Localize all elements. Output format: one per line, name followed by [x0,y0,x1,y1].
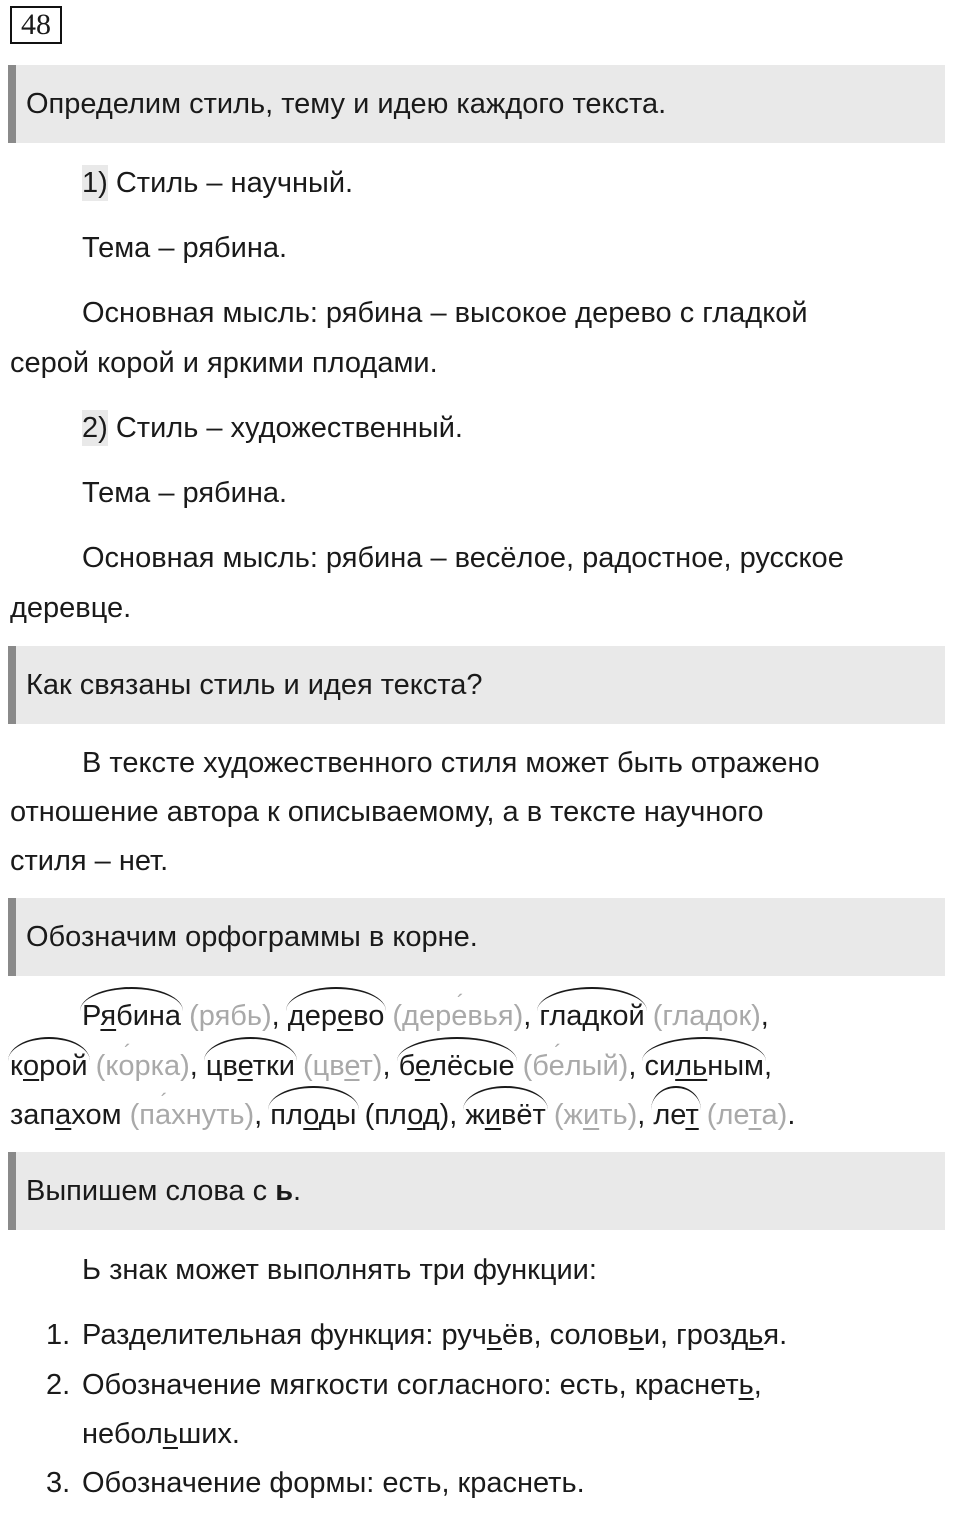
section-heading-orthograms: Обозначим орфограммы в корне. [8,898,945,976]
text1-theme: Тема – рябина. [82,232,288,264]
text2-style: Стиль – художественный. [107,412,463,444]
list-item-1-text: Разделительная функция: ручьёв, соловьи, гроздья. [82,1319,788,1351]
word-zapakhom: запахом [10,1099,122,1131]
word-silnym: сильным [644,1050,764,1082]
orthogram-line2: корой (ко ´рка), цветки (цвет), белёсые (бе ´лый), сильным, [10,1049,772,1083]
list-item-2-text: Обозначение мягкости согласного: есть, краснеть, [82,1369,762,1401]
text2-idea-line2: деревце. [10,592,132,624]
word-plody: плоды [270,1099,357,1131]
list-item-1 [46,1318,788,1352]
orthogram-line3: запахом (па ´хнуть), плоды (плод), живёт (жить), лет (лета). [10,1098,795,1132]
text1-idea-line2: серой корой и яркими плодами. [10,347,438,379]
check-tsvetki: (цвет) [294,1050,383,1082]
word-zhivet: живёт [465,1099,546,1131]
text2-number: 2) [82,412,108,444]
list-item-2-line2: небольших. [82,1418,240,1450]
word-derevo: дерево [287,1000,385,1032]
list-item-3 [46,1466,585,1500]
list-item-2-number: 2. [46,1369,71,1401]
check-ryabina: (рябь) [181,1000,272,1032]
check-derevo: (дере ´вья) [384,1000,523,1032]
text1-idea-line1: Основная мысль: рябина – высокое дерево с гладкой [82,297,808,329]
text1-number: 1) [82,167,108,199]
section-heading-soft-sign: Выпишем слова с ь. [8,1152,945,1230]
soft-sign-letter: ь [275,1175,294,1207]
text2-theme: Тема – рябина. [82,477,288,509]
orthogram-line1: Рябина (рябь), дерево (дере ´вья), гладкой (гладок), [82,999,769,1033]
check-zhivet: (жить) [545,1099,638,1131]
section2-line1: В тексте художественного стиля может быть отражено [82,747,820,779]
section2-line2: отношение автора к описываемому, а в тексте научного [10,796,764,828]
check-zapakhom: (па ´хнуть) [122,1099,255,1131]
section-heading-style-theme-idea: Определим стиль, тему и идею каждого текста. [8,65,945,143]
word-let: лет [653,1099,699,1131]
task-number: 48 [10,6,62,44]
soft-sign-intro: Ь знак может выполнять три функции: [82,1254,597,1286]
list-item-3-text: Обозначение формы: есть, краснеть. [82,1467,585,1499]
text2-idea-line1: Основная мысль: рябина – весёлое, радостное, русское [82,542,844,574]
word-belesye: белёсые [398,1050,515,1082]
text1-style-line [82,166,353,200]
list-item-1-number: 1. [46,1319,71,1351]
text1-style: Стиль – научный. [107,167,354,199]
word-gladkoy: гладкой [539,1000,645,1032]
check-belesye: (бе ´лый) [515,1050,629,1082]
list-item-2 [46,1368,762,1402]
list-item-3-number: 3. [46,1467,71,1499]
check-plody: (плод) [356,1099,450,1131]
check-gladkoy: (гладок) [644,1000,761,1032]
word-ryabina: Рябина [82,1000,182,1032]
check-let: (лета) [698,1099,788,1131]
word-tsvetki: цветки [205,1050,295,1082]
text2-style-line [82,411,463,445]
check-koroy: (ко ´рка) [88,1050,190,1082]
word-koroy: корой [10,1050,88,1082]
section-heading-style-idea-link: Как связаны стиль и идея текста? [8,646,945,724]
section2-line3: стиля – нет. [10,845,169,877]
